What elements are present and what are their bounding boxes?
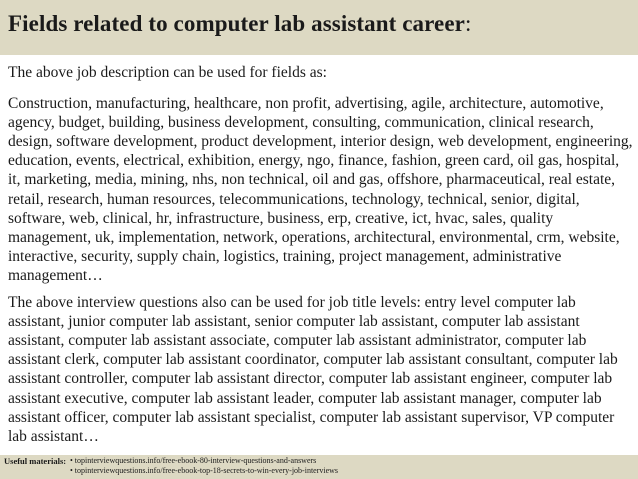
slide-body bbox=[8, 63, 634, 446]
page-title bbox=[8, 11, 471, 37]
title-bar bbox=[0, 0, 638, 55]
fields-list: Construction, manufacturing, healthcare, non profit, advertising, agile, architecture, automotive, agency, budget, building, business development, consulting, communication, clinical research, design, software development, product development, interior design, web development, engineering, education, events, electrical, exhibition, energy, ngo, finance, fashion, green card, oil gas, hospital, it, marketing, media, mining, nhs, non technical, oil and gas, offshore, pharmaceutical, real estate, retail, research, human resources, telecommunications, technology, technical, senior, digital, software, web, clinical, hr, infrastructure, business, erp, creative, ict, hvac, sales, quality management, uk, implementation, network, operations, architectural, environmental, crm, website, interactive, security, supply chain, logistics, training, project management, administrative management… bbox=[8, 95, 633, 284]
ebook-link-80-questions[interactable]: • topinterviewquestions.info/free-ebook-80-interview-questions-and-answers bbox=[70, 456, 317, 465]
intro-text: The above job description can be used for fields as: bbox=[8, 64, 327, 81]
page-title-colon: : bbox=[464, 11, 472, 36]
useful-materials-label: Useful materials: bbox=[4, 456, 67, 466]
ebook-link-18-secrets[interactable]: • topinterviewquestions.info/free-ebook-top-18-secrets-to-win-every-job-interviews bbox=[70, 466, 339, 475]
page-title-text: Fields related to computer lab assistant career bbox=[8, 11, 465, 36]
footer-bar bbox=[0, 455, 638, 479]
useful-materials-links bbox=[70, 456, 338, 476]
job-levels-text: The above interview questions also can be used for job title levels: entry level computer lab assistant, junior computer lab assistant, senior computer lab assistant, computer lab assistant assistant, computer lab assistant associate, computer lab assistant administrator, computer lab assistant clerk, computer lab assistant coordinator, computer lab assistant consultant, computer lab assistant controller, computer lab assistant director, computer lab assistant engineer, computer lab assistant executive, computer lab assistant leader, computer lab assistant manager, computer lab assistant officer, computer lab assistant specialist, computer lab assistant supervisor, VP computer lab assistant… bbox=[8, 294, 618, 445]
